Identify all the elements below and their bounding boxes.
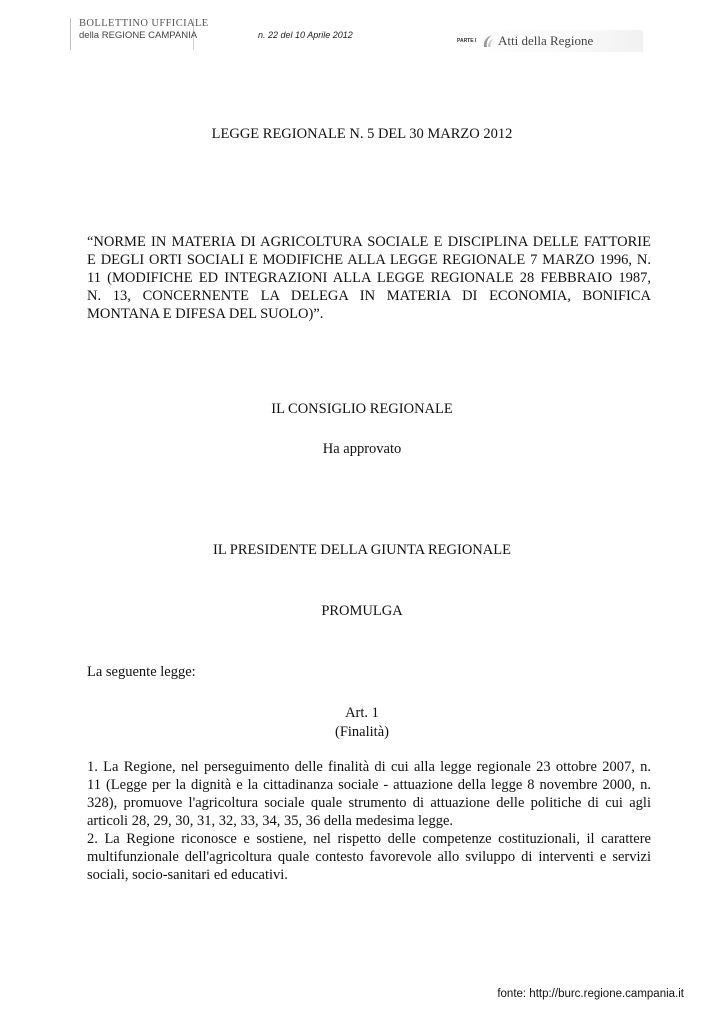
bollettino-subtitle: della REGIONE CAMPANIA [79, 30, 198, 41]
section-title: Atti della Regione [498, 33, 594, 48]
council-heading: IL CONSIGLIO REGIONALE [271, 401, 453, 417]
subject-line: “NORME IN MATERIA DI AGRICOLTURA SOCIALE E DISCIPLINA DELLE FATTORIE [87, 234, 651, 250]
president-heading: IL PRESIDENTE DELLA GIUNTA REGIONALE [213, 542, 511, 558]
subject-line: E DEGLI ORTI SOCIALI E MODIFICHE ALLA LEGGE REGIONALE 7 MARZO 1996, N. [87, 252, 651, 268]
bollettino-title: BOLLETTINO UFFICIALE [79, 18, 209, 29]
promulga-heading: PROMULGA [321, 603, 403, 619]
page-header [0, 0, 724, 60]
law-subject [87, 233, 651, 323]
bollettino-logo [70, 18, 209, 50]
regione-logo-icon [481, 33, 495, 49]
article-line: 328), promuove l'agricoltura sociale quale strumento di attuazione delle politiche di cui agli [87, 795, 651, 811]
subject-line: MONTANA E DIFESA DEL SUOLO)”. [87, 306, 324, 322]
subject-line: 11 (MODIFICHE ED INTEGRAZIONI ALLA LEGGE REGIONALE 28 FEBBRAIO 1987, [87, 270, 651, 286]
article-line: multifunzionale dell'agricoltura quale contesto favorevole allo sviluppo di interventi e servizi [87, 849, 651, 865]
article-line: 1. La Regione, nel perseguimento delle finalità di cui alla legge regionale 23 ottobre 2007, n. [87, 759, 651, 775]
article-line: 2. La Regione riconosce e sostiene, nel rispetto delle competenze costituzionali, il carattere [87, 831, 651, 847]
article-line: articoli 28, 29, 30, 31, 32, 33, 34, 35, 36 della medesima legge. [87, 813, 454, 829]
section-banner [455, 30, 643, 52]
section-label: PARTE I [457, 38, 477, 44]
approved-text: Ha approvato [322, 441, 402, 457]
article-line: 11 (Legge per la dignità e la cittadinanza sociale - attuazione della legge 8 novembre 2000, n. [87, 777, 651, 793]
article-line: sociali, socio-sanitari ed educativi. [87, 867, 288, 883]
source-footer: fonte: http://burc.regione.campania.it [497, 988, 684, 1000]
subject-line: N. 13, CONCERNENTE LA DELEGA IN MATERIA DI ECONOMIA, BONIFICA [87, 288, 651, 304]
law-title: LEGGE REGIONALE N. 5 DEL 30 MARZO 2012 [211, 126, 513, 142]
following-law-text: La seguente legge: [87, 664, 196, 680]
issue-number: n. 22 del 10 Aprile 2012 [258, 30, 353, 40]
article-number: Art. 1 [345, 705, 379, 721]
article-body [87, 758, 651, 884]
article-title: (Finalità) [335, 724, 389, 740]
